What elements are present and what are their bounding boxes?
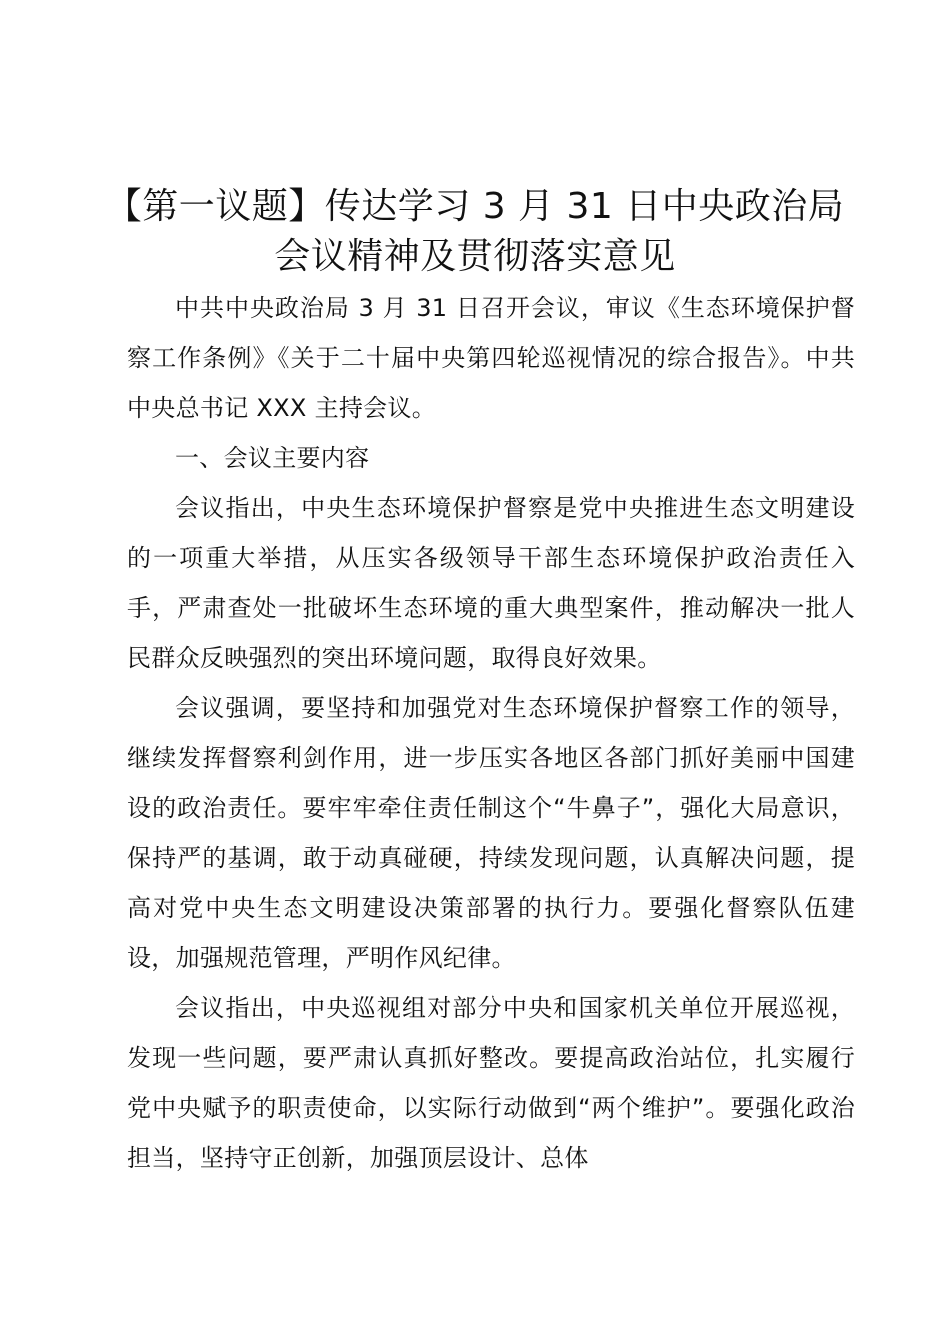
- title-line-1: 【第一议题】传达学习 3 月 31 日中央政治局: [105, 186, 845, 227]
- section-heading: 一、会议主要内容: [175, 444, 370, 472]
- document-body: [127, 283, 855, 1183]
- paragraph-meeting-emphasized: 会议强调，要坚持和加强党对生态环境保护督察工作的领导，继续发挥督察利剑作用，进一步压实各地区各部门抓好美丽中国建设的政治责任。要牢牢牵住责任制这个“牛鼻子”，强化大局意识，保持严的基调，敢于动真碰硬，持续发现问题，认真解决问题，提高对党中央生态文明建设决策部署的执行力。要强化督察队伍建设，加强规范管理，严明作风纪律。: [127, 694, 855, 972]
- paragraph-intro: 中共中央政治局 3 月 31 日召开会议，审议《生态环境保护督察工作条例》《关于二十届中央第四轮巡视情况的综合报告》。中共中央总书记 XXX 主持会议。: [127, 294, 855, 422]
- document-title: [100, 182, 850, 282]
- paragraph-meeting-noted-1: 会议指出，中央生态环境保护督察是党中央推进生态文明建设的一项重大举措，从压实各级领导干部生态环境保护政治责任入手，严肃查处一批破坏生态环境的重大典型案件，推动解决一批人民群众反映强烈的突出环境问题，取得良好效果。: [127, 494, 855, 672]
- title-line-2: 会议精神及贯彻落实意见: [274, 236, 676, 277]
- paragraph-meeting-noted-2: 会议指出，中央巡视组对部分中央和国家机关单位开展巡视，发现一些问题，要严肃认真抓好整改。要提高政治站位，扎实履行党中央赋予的职责使命，以实际行动做到“两个维护”。要强化政治担当，坚持守正创新，加强顶层设计、总体: [127, 994, 855, 1172]
